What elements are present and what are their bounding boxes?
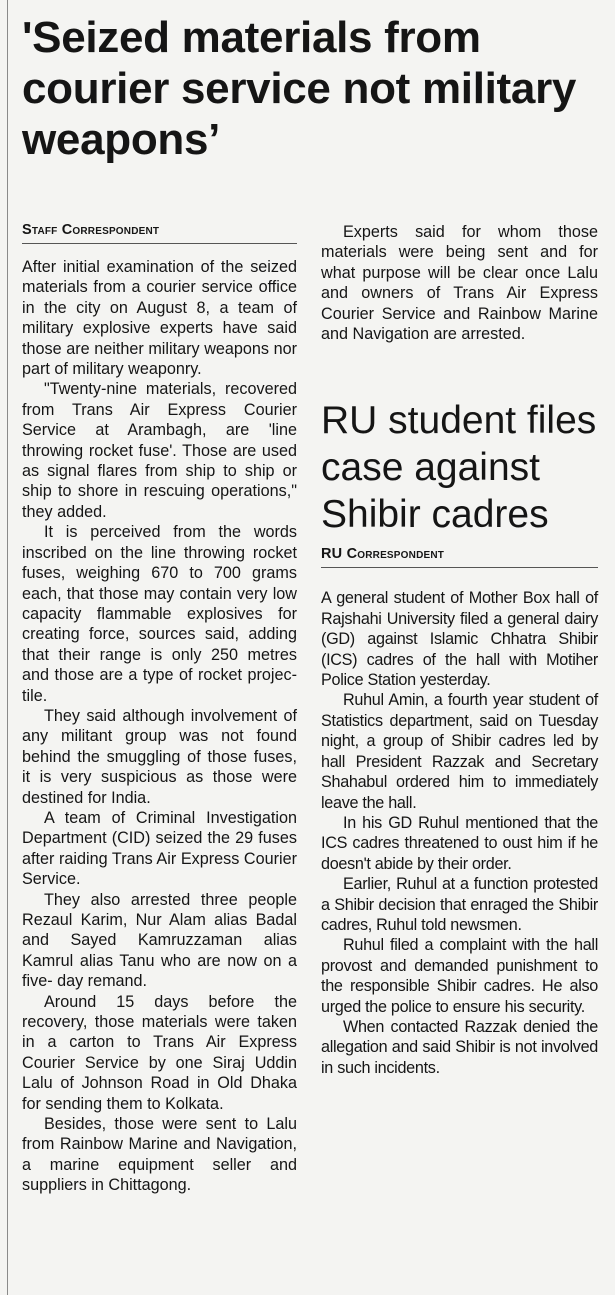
second-story-body xyxy=(321,588,598,1078)
left-column xyxy=(22,222,297,1196)
main-paragraph-5: A team of Criminal Investigation Department (CID) seized the 29 fuses after raiding Trans Air Express Courier Service. xyxy=(22,808,297,889)
main-paragraph-9: Experts said for whom those materials were being sent and for what purpose will be clear once Lalu and owners of Trans Air Express Courier Service and Rainbow Marine and Navigation are arrested. xyxy=(321,223,598,344)
second-paragraph-4: Earlier, Ruhul at a function protested a Shibir decision that enraged the Shibir cadres, Ruhul told newsmen. xyxy=(321,875,598,934)
column-rule xyxy=(7,0,8,1295)
main-story-body xyxy=(22,257,297,1196)
main-paragraph-1: After initial examination of the seized materials from a courier service office in the city on August 8, a team of military explosive experts have said those are neither military weapons nor part of military weaponry. xyxy=(22,258,297,379)
second-paragraph-2: Ruhul Amin, a fourth year student of Statistics department, said on Tuesday night, a group of Shibir cadres led by hall President Razzak and Secretary Shahabul ordered him to immediately leave the hall. xyxy=(321,691,598,812)
main-paragraph-2: "Twenty-nine materials, recovered from Trans Air Express Courier Service at Arambagh, are 'line throwing rocket fuse'. Those are used as signal flares from ship to ship or ship to shore in rescuing operations," they added. xyxy=(22,380,297,521)
second-byline: RU Correspondent xyxy=(321,546,598,568)
main-story-continued xyxy=(321,222,598,344)
main-paragraph-3: It is perceived from the words inscribed on the line throwing rocket fuses, weighing 670 to 700 grams each, that those may contain very low capacity flammable explosives for creating force, sources said, adding that their range is only 250 metres and those are a type of rocket projectile. xyxy=(22,523,297,705)
second-headline: RU student files case against Shibir cadres xyxy=(321,399,597,537)
main-paragraph-7: Around 15 days before the recovery, those materials were taken in a carton to Trans Air Express Courier Service by one Siraj Uddin Lalu of Johnson Road in Old Dhaka for sending them to Kolkata. xyxy=(22,992,297,1113)
main-paragraph-8: Besides, those were sent to Lalu from Rainbow Marine and Navigation, a marine equipment seller and suppliers in Chittagong. xyxy=(22,1115,297,1195)
main-headline: 'Seized materials from courier service not military weapons’ xyxy=(22,13,577,164)
main-byline: Staff Correspondent xyxy=(22,222,297,244)
main-paragraph-6: They also arrested three people Rezaul Karim, Nur Alam alias Badal and Sayed Kamruzzaman alias Kamrul alias Tanu who are now on a five- day remand. xyxy=(22,890,297,991)
second-paragraph-5: Ruhul filed a complaint with the hall provost and demanded punishment to the responsible Shibir cadres. He also urged the police to ensure his security. xyxy=(321,936,598,1016)
second-paragraph-6: When contacted Razzak denied the allegation and said Shibir is not involved in such incidents. xyxy=(321,1017,598,1077)
right-column xyxy=(321,222,598,1078)
second-paragraph-1: A general student of Mother Box hall of Rajshahi University filed a general dairy (GD) against Islamic Chhatra Shibir (ICS) cadres of the hall with Motiher Police Station yesterday. xyxy=(321,589,598,690)
main-paragraph-4: They said although involvement of any militant group was not found behind the smuggling of those fuses, it is very suspicious as those were destined for India. xyxy=(22,706,297,807)
second-paragraph-3: In his GD Ruhul mentioned that the ICS cadres threatened to oust him if he doesn't abide by their order. xyxy=(321,813,598,873)
